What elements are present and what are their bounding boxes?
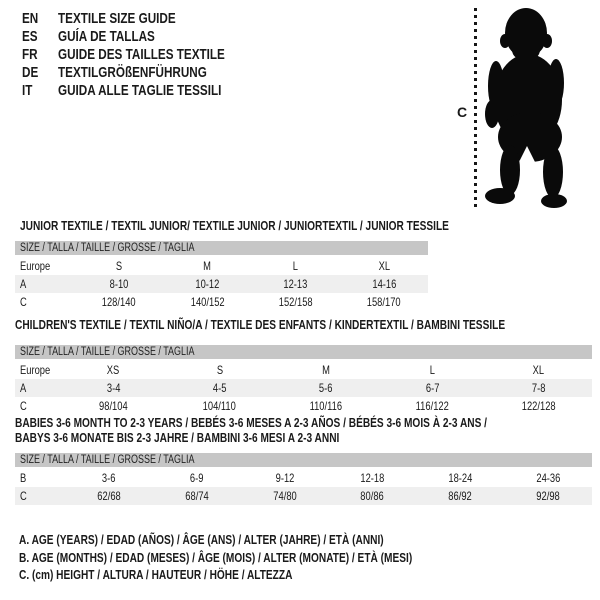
language-title: TEXTILGRÖßENFÜHRUNG (58, 64, 207, 82)
table-cell: 8-10 (109, 277, 129, 291)
legend-note-b (19, 549, 523, 567)
table-cell: 3-6 (102, 471, 116, 485)
language-title: GUÍA DE TALLAS (58, 27, 155, 45)
table-cell: 6-9 (189, 471, 204, 485)
height-label: C (457, 104, 468, 120)
table-cell: 122/128 (521, 399, 556, 413)
table-row (15, 469, 592, 487)
height-measure-line (474, 8, 477, 208)
table-cell: 74/80 (272, 489, 297, 503)
children-table-title (15, 317, 600, 332)
table-cell: S (216, 363, 223, 377)
table-cell: 4-5 (212, 381, 227, 395)
table-row (15, 487, 592, 505)
table-cell: 12-13 (283, 277, 308, 291)
row-label: Europe (20, 259, 51, 273)
size-header-text: SIZE / TALLA / TAILLE / GRÖSSE / TAGLIA (20, 454, 195, 466)
table-cell: XL (378, 259, 390, 273)
table-cell: XS (106, 363, 120, 377)
table-cell: 7-8 (532, 381, 546, 395)
table-row (15, 293, 428, 311)
table-cell: 86/92 (448, 489, 472, 503)
table-cell: 80/86 (360, 489, 385, 503)
row-label: C (20, 489, 27, 503)
row-label: C (20, 295, 27, 309)
size-header-text: SIZE / TALLA / TAILLE / GRÖSSE / TAGLIA (20, 346, 195, 358)
table-row (15, 379, 592, 397)
toddler-silhouette-icon (483, 0, 598, 210)
babies-table-title (15, 415, 600, 445)
table-cell: 14-16 (371, 277, 396, 291)
table-cell: 6-7 (425, 381, 440, 395)
table-cell: 116/122 (415, 399, 449, 413)
table-cell: L (293, 259, 299, 273)
table-cell: 12-18 (360, 471, 385, 485)
legend-note-text: A. AGE (YEARS) / EDAD (AÑOS) / ÂGE (ANS) / ALTER (JAHRE) / ETÀ (ANNI) (19, 532, 384, 548)
language-row-es (22, 27, 272, 45)
language-title: GUIDE DES TAILLES TEXTILE (58, 45, 225, 63)
title-line: BABIES 3-6 MONTH TO 2-3 YEARS / BEBÉS 3-6 MESES A 2-3 AÑOS / BÉBÉS 3-6 MOIS À 2-3 ANS / (15, 415, 487, 430)
language-code: ES (22, 27, 38, 45)
table-cell: 128/140 (102, 295, 137, 309)
table-cell: 18-24 (448, 471, 473, 485)
table-cell: 110/116 (309, 399, 343, 413)
junior-table-title (20, 218, 570, 233)
language-row-it (22, 82, 272, 100)
table-cell: 3-4 (106, 381, 120, 395)
language-title: TEXTILE SIZE GUIDE (58, 9, 176, 27)
row-label: A (20, 277, 27, 291)
children-size-table (15, 345, 592, 415)
table-cell: L (429, 363, 436, 377)
table-cell: M (322, 363, 330, 377)
language-code: IT (22, 82, 33, 100)
table-cell: 5-6 (319, 381, 333, 395)
title-line: JUNIOR TEXTILE / TEXTIL JUNIOR/ TEXTILE JUNIOR / JUNIORTEXTIL / JUNIOR TESSILE (20, 218, 449, 233)
table-row (15, 275, 428, 293)
legend-note-text: B. AGE (MONTHS) / EDAD (MESES) / ÂGE (MOIS) / ALTER (MONATE) / ETÀ (MESI) (19, 549, 413, 565)
table-cell: 10-12 (195, 277, 220, 291)
size-header-bar (15, 453, 592, 467)
language-row-fr (22, 45, 272, 63)
row-label: C (20, 399, 27, 413)
table-row (15, 257, 428, 275)
table-cell: 158/170 (366, 295, 401, 309)
row-label: B (20, 471, 27, 485)
table-cell: S (115, 259, 123, 273)
size-header-text: SIZE / TALLA / TAILLE / GRÖSSE / TAGLIA (20, 242, 195, 254)
size-header-bar (15, 345, 592, 359)
babies-size-table (15, 453, 592, 505)
table-cell: 98/104 (98, 399, 128, 413)
table-row (15, 397, 592, 415)
language-row-de (22, 64, 272, 82)
table-cell: 24-36 (536, 471, 561, 485)
language-code: EN (22, 9, 39, 27)
table-cell: XL (533, 363, 545, 377)
table-cell: 9-12 (275, 471, 294, 485)
language-title: GUIDA ALLE TAGLIE TESSILI (58, 82, 222, 100)
legend-note-text: C. (cm) HEIGHT / ALTURA / HAUTEUR / HÖHE / ALTEZZA (19, 567, 293, 583)
row-label: Europe (20, 363, 51, 377)
title-line: CHILDREN'S TEXTILE / TEXTIL NIÑO/A / TEXTILE DES ENFANTS / KINDERTEXTIL / BAMBINI TESSILE (15, 317, 506, 332)
table-cell: M (203, 259, 212, 273)
table-row (15, 361, 592, 379)
language-list (22, 9, 272, 100)
table-cell: 68/74 (185, 489, 209, 503)
table-cell: 140/152 (190, 295, 225, 309)
table-cell: 152/158 (278, 295, 313, 309)
table-cell: 92/98 (536, 489, 560, 503)
table-cell: 104/110 (203, 399, 237, 413)
language-code: DE (22, 64, 39, 82)
language-code: FR (22, 45, 38, 63)
size-header-bar (15, 241, 428, 255)
table-cell: 62/68 (97, 489, 121, 503)
title-line: BABYS 3-6 MONATE BIS 2-3 JAHRE / BAMBINI 3-6 MESI A 2-3 ANNI (15, 430, 340, 445)
junior-size-table (15, 241, 428, 311)
legend-note-c (19, 566, 523, 584)
legend-note-a (19, 531, 523, 549)
legend-notes (19, 531, 523, 584)
language-row-en (22, 9, 272, 27)
row-label: A (20, 381, 27, 395)
